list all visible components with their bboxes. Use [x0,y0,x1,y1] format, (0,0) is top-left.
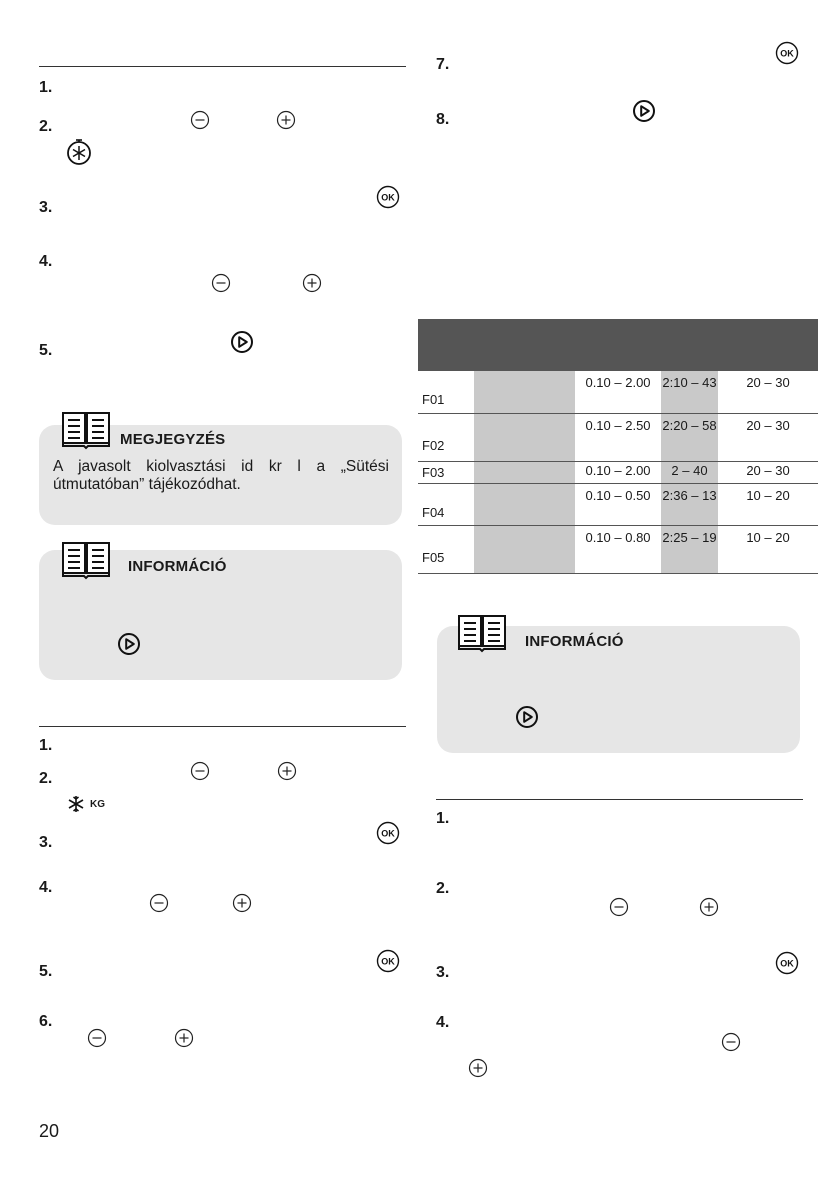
book-icon [60,540,112,580]
defrost-snowflake-icon [64,137,94,167]
step-number: 4. [39,879,53,896]
table-row [418,483,818,525]
weight-cell: 0.10 – 2.00 [575,461,661,483]
time-cell: 2 – 40 [661,461,718,483]
table-row [418,371,818,413]
program-code: F03 [418,461,474,483]
plus-circle-icon [699,897,719,917]
table-row [418,461,818,483]
step-number: 3. [39,199,53,216]
step-number: 5. [39,342,53,359]
book-icon [456,613,508,653]
plus-circle-icon [174,1028,194,1048]
table-row [418,525,818,573]
minus-circle-icon [87,1028,107,1048]
weight-cell: 0.10 – 2.50 [575,413,661,461]
rest-cell: 10 – 20 [718,483,818,525]
step-number: 5. [39,963,53,980]
ok-button-icon [775,951,799,975]
snowflake-icon [66,794,86,814]
ok-button-icon [376,949,400,973]
rest-cell: 20 – 30 [718,371,818,413]
weight-cell: 0.10 – 0.50 [575,483,661,525]
program-code: F05 [418,525,474,573]
svg-text:OK: OK [381,956,395,967]
step-number: 7. [436,56,450,73]
minus-circle-icon [190,761,210,781]
step-number: 2. [436,880,450,897]
section-divider [436,799,803,800]
step-number: 8. [436,111,450,128]
time-cell: 2:20 – 58 [661,413,718,461]
ok-button-icon [376,185,400,209]
time-cell: 2:25 – 19 [661,525,718,573]
info-title: INFORMÁCIÓ [525,633,624,650]
food-cell [474,413,575,461]
svg-text:OK: OK [780,48,794,59]
section-divider [39,726,406,727]
start-play-icon [632,99,656,123]
food-cell [474,371,575,413]
rest-cell: 20 – 30 [718,413,818,461]
step-number: 1. [436,810,450,827]
step-number: 2. [39,118,53,135]
svg-text:OK: OK [381,192,395,203]
program-code: F02 [418,413,474,461]
program-code: F04 [418,483,474,525]
program-table [418,371,818,574]
step-number: 3. [39,834,53,851]
ok-button-icon [775,41,799,65]
note-text: A javasolt kiolvasztási id kr l a „Sütési útmutatóban” tájékozódhat. [53,458,389,493]
table-row [418,413,818,461]
program-code: F01 [418,371,474,413]
minus-circle-icon [211,273,231,293]
minus-circle-icon [190,110,210,130]
plus-circle-icon [468,1058,488,1078]
svg-text:OK: OK [381,828,395,839]
page-number: 20 [39,1121,60,1141]
start-play-icon [515,705,539,729]
weight-cell: 0.10 – 2.00 [575,371,661,413]
step-number: 1. [39,79,53,96]
step-number: 2. [39,770,53,787]
time-cell: 2:10 – 43 [661,371,718,413]
minus-circle-icon [609,897,629,917]
book-icon [60,410,112,450]
minus-circle-icon [149,893,169,913]
food-cell [474,483,575,525]
plus-circle-icon [276,110,296,130]
info-title: INFORMÁCIÓ [128,558,227,575]
food-cell [474,461,575,483]
step-number: 3. [436,964,450,981]
food-cell [474,525,575,573]
rest-cell: 20 – 30 [718,461,818,483]
step-number: 4. [436,1014,450,1031]
weight-label: KG [90,799,105,810]
start-play-icon [230,330,254,354]
start-play-icon [117,632,141,656]
minus-circle-icon [721,1032,741,1052]
plus-circle-icon [277,761,297,781]
plus-circle-icon [302,273,322,293]
plus-circle-icon [232,893,252,913]
svg-text:OK: OK [780,958,794,969]
step-number: 4. [39,253,53,270]
section-divider [39,66,406,67]
note-title: MEGJEGYZÉS [120,431,226,448]
ok-button-icon [376,821,400,845]
rest-cell: 10 – 20 [718,525,818,573]
time-cell: 2:36 – 13 [661,483,718,525]
table-header [418,319,818,371]
step-number: 1. [39,737,53,754]
step-number: 6. [39,1013,53,1030]
weight-cell: 0.10 – 0.80 [575,525,661,573]
